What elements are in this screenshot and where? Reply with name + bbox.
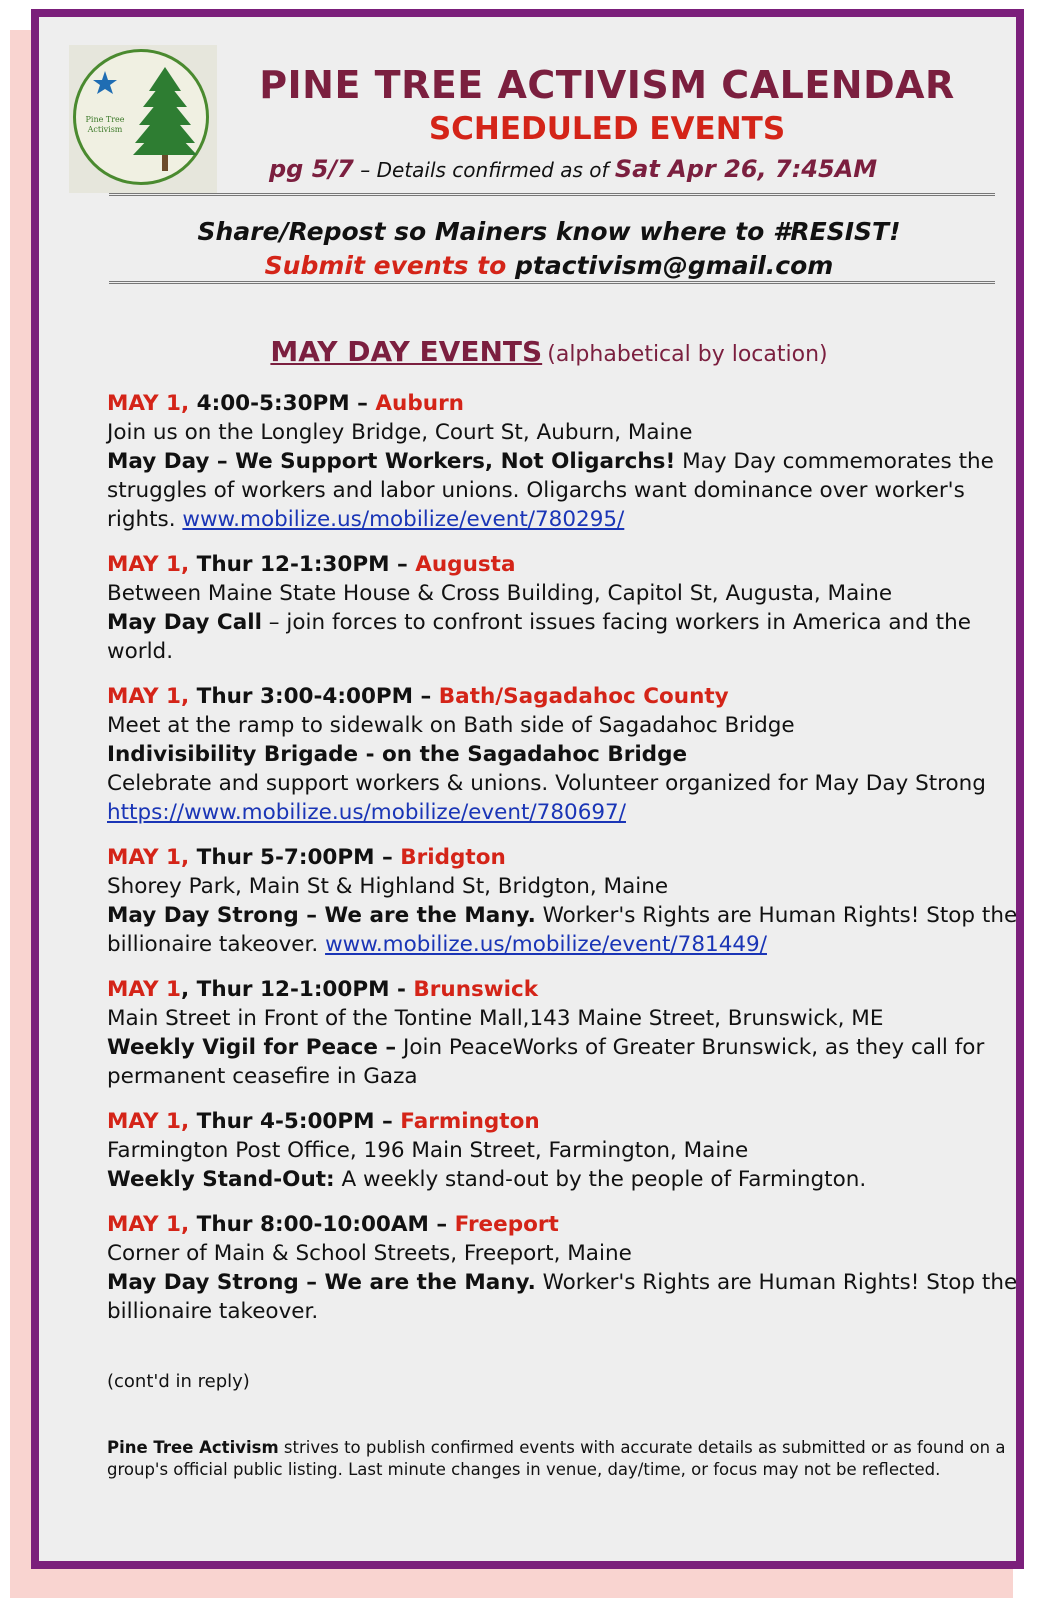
continued-note: (cont'd in reply) (107, 1371, 250, 1392)
page-number: pg 5/7 (269, 155, 354, 183)
event-title: Indivisibility Brigade - on the Sagadahoc Bridge (107, 742, 688, 767)
event-description: May Day commemorates the struggles of workers and labor unions. Oligarchs want dominance over worker's rights. (107, 449, 994, 532)
event-separator: – (413, 684, 439, 709)
event-title: May Day Strong – We are the Many. (107, 903, 536, 928)
event-item (107, 1107, 1027, 1194)
event-time: Thur 4-5:00PM (196, 1109, 375, 1134)
divider (109, 193, 995, 196)
event-link[interactable]: www.mobilize.us/mobilize/event/781449/ (325, 932, 767, 957)
event-header (107, 682, 1027, 711)
event-details (107, 447, 1027, 534)
event-venue: Shorey Park, Main St & Highland St, Bridgton, Maine (107, 874, 669, 899)
event-description: – join forces to confront issues facing workers in America and the world. (107, 610, 971, 664)
event-details (107, 901, 1027, 959)
section-title: MAY DAY EVENTS (270, 335, 543, 368)
event-location: Bath/Sagadahoc County (438, 684, 729, 709)
event-location: Augusta (415, 552, 516, 577)
submit-line (99, 251, 999, 280)
star-icon (93, 71, 117, 94)
event-description: Worker's Rights are Human Rights! Stop the billionaire takeover. (107, 903, 1018, 957)
event-venue: Farmington Post Office, 196 Main Street, Farmington, Maine (107, 1138, 749, 1163)
event-date: MAY 1, (107, 845, 197, 870)
event-date: MAY 1, (107, 1109, 197, 1134)
event-location: Brunswick (413, 977, 539, 1002)
event-details (107, 1268, 1027, 1326)
event-title: May Day – We Support Workers, Not Oligarchs! (107, 449, 676, 474)
event-venue: Main Street in Front of the Tontine Mall,143 Maine Street, Brunswick, ME (107, 1006, 884, 1031)
event-location: Auburn (375, 391, 464, 416)
footer-text: strives to publish confirmed events with accurate details as submitted or as found on a group's official public listing. Last minute changes in venue, day/time, or focus may not be reflected. (107, 1438, 1006, 1479)
page-dash: – (353, 158, 377, 182)
footer-org: Pine Tree Activism (107, 1438, 279, 1457)
submit-email[interactable]: ptactivism@gmail.com (514, 251, 834, 280)
event-time: Thur 5-7:00PM (196, 845, 375, 870)
event-location: Bridgton (400, 845, 506, 870)
submit-label: Submit events to (264, 251, 515, 280)
page-info (269, 155, 1009, 183)
logo-label: Pine Tree Activism (85, 115, 125, 134)
event-details (107, 608, 1027, 666)
event-title: Weekly Vigil for Peace – (107, 1035, 397, 1060)
event-item (107, 843, 1027, 959)
share-line: Share/Repost so Mainers know where to #RESIST! (197, 217, 901, 246)
event-title: Weekly Stand-Out: (107, 1167, 335, 1192)
calendar-card (31, 9, 1024, 1569)
event-header (107, 975, 1027, 1004)
event-venue: Join us on the Longley Bridge, Court St, Auburn, Maine (107, 420, 693, 445)
event-header (107, 1210, 1027, 1239)
event-time: Thur 12-1:30PM (196, 552, 390, 577)
event-date: MAY 1, (107, 552, 197, 577)
event-item (107, 682, 1027, 827)
event-details (107, 1165, 1027, 1194)
event-list (107, 389, 1027, 1342)
event-separator: - (389, 977, 414, 1002)
page-title: PINE TREE ACTIVISM CALENDAR (259, 63, 955, 107)
event-header (107, 389, 1027, 418)
section-note: (alphabetical by location) (547, 342, 828, 367)
event-time: , Thur 12-1:00PM (181, 977, 390, 1002)
pine-tree-activism-logo (69, 45, 217, 193)
event-separator: – (428, 1212, 455, 1237)
event-header (107, 1107, 1027, 1136)
event-time: Thur 3:00-4:00PM (196, 684, 414, 709)
event-venue: Meet at the ramp to sidewalk on Bath side of Sagadahoc Bridge (107, 713, 795, 738)
event-description: Celebrate and support workers & unions. Volunteer organized for May Day Strong (107, 771, 986, 796)
event-separator: – (374, 845, 401, 870)
event-title-line (107, 740, 1027, 769)
event-separator: – (389, 552, 416, 577)
page-subtitle: SCHEDULED EVENTS (428, 111, 786, 147)
details-label: Details confirmed as of (376, 158, 615, 182)
event-date: MAY 1, (107, 391, 197, 416)
event-separator: – (374, 1109, 401, 1134)
event-location: Freeport (454, 1212, 559, 1237)
event-date: MAY 1, (107, 684, 197, 709)
event-description: A weekly stand-out by the people of Farmington. (334, 1167, 867, 1192)
event-time: 4:00-5:30PM (196, 391, 350, 416)
event-item (107, 550, 1027, 666)
event-date: MAY 1 (107, 977, 181, 1002)
event-item (107, 975, 1027, 1091)
section-heading (99, 335, 999, 368)
event-description: Join PeaceWorks of Greater Brunswick, as they call for permanent ceasefire in Gaza (107, 1035, 985, 1089)
event-item (107, 389, 1027, 534)
event-time: Thur 8:00-10:00AM (196, 1212, 429, 1237)
event-venue: Between Maine State House & Cross Building, Capitol St, Augusta, Maine (107, 581, 893, 606)
confirmed-timestamp: Sat Apr 26, 7:45AM (614, 155, 878, 183)
event-details (107, 1033, 1027, 1091)
event-header (107, 843, 1027, 872)
event-link[interactable]: www.mobilize.us/mobilize/event/780295/ (182, 507, 625, 532)
event-item (107, 1210, 1027, 1326)
event-description: Worker's Rights are Human Rights! Stop the billionaire takeover. (107, 1270, 1018, 1324)
event-header (107, 550, 1027, 579)
event-link[interactable]: https://www.mobilize.us/mobilize/event/780697/ (107, 800, 626, 825)
event-location: Farmington (400, 1109, 540, 1134)
divider (109, 281, 995, 284)
event-description-line (107, 769, 1027, 827)
event-title: May Day Strong – We are the Many. (107, 1270, 536, 1295)
event-date: MAY 1, (107, 1212, 197, 1237)
event-title: May Day Call (107, 610, 262, 635)
event-separator: – (349, 391, 376, 416)
event-venue: Corner of Main & School Streets, Freeport, Maine (107, 1241, 632, 1266)
disclaimer (107, 1437, 1017, 1481)
